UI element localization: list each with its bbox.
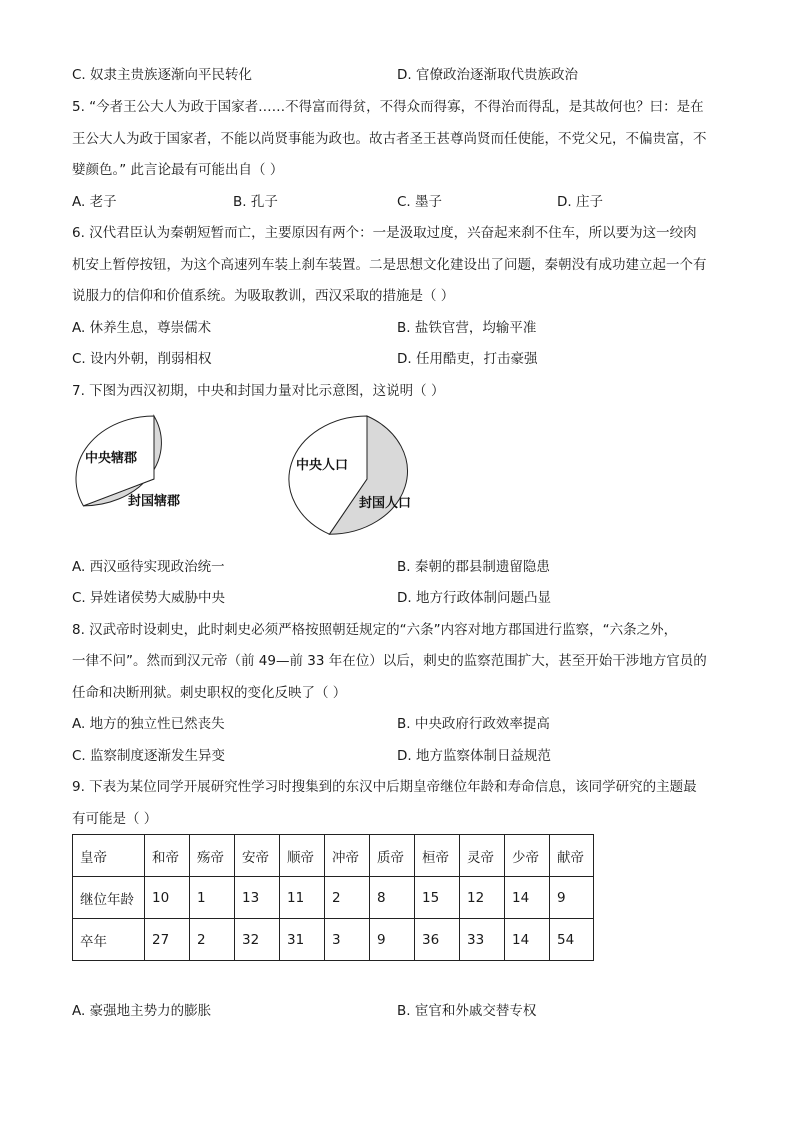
q5-option-b: B. 孔子 — [233, 194, 278, 210]
table-cell: 桓帝 — [415, 835, 460, 877]
row-header-emperor: 皇帝 — [73, 835, 145, 877]
q6-stem-line2: 机安上暂停按钮，为这个高速列车装上刹车装置。二是思想文化建设出了问题，秦朝没有成功建立起一个有 — [72, 257, 707, 273]
pie-chart-population — [287, 414, 447, 544]
table-cell: 3 — [325, 919, 370, 961]
table-cell: 9 — [370, 919, 415, 961]
q7-option-a: A. 西汉亟待实现政治统一 — [72, 559, 225, 575]
q7-option-d: D. 地方行政体制问题凸显 — [397, 590, 551, 606]
q9-stem-line2: 有可能是（ ） — [72, 811, 158, 827]
table-cell: 和帝 — [145, 835, 190, 877]
table-cell: 9 — [550, 877, 594, 919]
q9-option-a: A. 豪强地主势力的膨胀 — [72, 1003, 212, 1019]
table-cell: 32 — [235, 919, 280, 961]
table-cell: 2 — [190, 919, 235, 961]
table-cell: 8 — [370, 877, 415, 919]
row-header-death-age: 卒年 — [73, 919, 145, 961]
pie-label-central-population: 中央人口 — [296, 458, 349, 473]
table-cell: 灵帝 — [460, 835, 505, 877]
q6-option-c: C. 设内外朝，削弱相权 — [72, 351, 212, 367]
table-cell: 少帝 — [505, 835, 550, 877]
q8-option-b: B. 中央政府行政效率提高 — [397, 716, 550, 732]
q4-option-d: D. 官僚政治逐渐取代贵族政治 — [397, 67, 578, 83]
q9-stem-line1: 9. 下表为某位同学开展研究性学习时搜集到的东汉中后期皇帝继位年龄和寿命信息，该同学研究的主题最 — [72, 779, 697, 795]
q8-option-a: A. 地方的独立性已然丧失 — [72, 716, 225, 732]
table-cell: 安帝 — [235, 835, 280, 877]
q8-stem-line2: 一律不问”。然而到汉元帝（前 49—前 33 年在位）以后，刺史的监察范围扩大，甚至开始干涉地方官员的 — [72, 653, 707, 669]
table-cell: 冲帝 — [325, 835, 370, 877]
q9-option-b: B. 宦官和外戚交替专权 — [397, 1003, 537, 1019]
q7-option-c: C. 异姓诸侯势大威胁中央 — [72, 590, 226, 606]
row-header-accession-age: 继位年龄 — [73, 877, 145, 919]
table-row-accession-age — [73, 877, 594, 919]
q6-option-a: A. 休养生息，尊崇儒术 — [72, 320, 212, 336]
q6-option-b: B. 盐铁官营，均输平准 — [397, 320, 537, 336]
q8-stem-line3: 任命和决断刑狱。刺史职权的变化反映了（ ） — [72, 685, 347, 701]
q5-stem-line3: 嬖颜色。” 此言论最有可能出自（ ） — [72, 162, 284, 178]
table-cell: 27 — [145, 919, 190, 961]
q8-stem-line1: 8. 汉武帝时设刺史，此时刺史必须严格按照朝廷规定的“六条”内容对地方郡国进行监察，“六条之外， — [72, 622, 678, 638]
q5-stem-line2: 王公大人为政于国家者，不能以尚贤事能为政也。故古者圣王甚尊尚贤而任使能，不党父兄，不偏贵富，不 — [72, 131, 707, 147]
table-cell: 献帝 — [550, 835, 594, 877]
q4-option-c: C. 奴隶主贵族逐渐向平民转化 — [72, 67, 253, 83]
q8-option-c: C. 监察制度逐渐发生异变 — [72, 748, 226, 764]
table-cell: 12 — [460, 877, 505, 919]
table-cell: 1 — [190, 877, 235, 919]
pie-chart-commanderies — [74, 414, 234, 544]
q6-stem-line1: 6. 汉代君臣认为秦朝短暂而亡，主要原因有两个：一是汲取过度，兴奋起来刹不住车，所以要为这一绞肉 — [72, 225, 697, 241]
q6-option-d: D. 任用酷吏，打击豪强 — [397, 351, 538, 367]
table-cell: 36 — [415, 919, 460, 961]
table-cell: 2 — [325, 877, 370, 919]
q7-option-b: B. 秦朝的郡县制遗留隐患 — [397, 559, 550, 575]
table-cell: 13 — [235, 877, 280, 919]
table-cell: 顺帝 — [280, 835, 325, 877]
table-cell: 11 — [280, 877, 325, 919]
emperor-age-table — [72, 834, 594, 961]
q5-option-d: D. 庄子 — [557, 194, 603, 210]
q5-option-c: C. 墨子 — [397, 194, 443, 210]
q8-option-d: D. 地方监察体制日益规范 — [397, 748, 551, 764]
table-cell: 31 — [280, 919, 325, 961]
table-cell: 殇帝 — [190, 835, 235, 877]
table-row-emperors — [73, 835, 594, 877]
table-cell: 14 — [505, 919, 550, 961]
pie-label-fief-commanderies: 封国辖郡 — [128, 494, 181, 509]
q7-stem: 7. 下图为西汉初期，中央和封国力量对比示意图，这说明（ ） — [72, 383, 445, 399]
table-cell: 14 — [505, 877, 550, 919]
table-row-death-age — [73, 919, 594, 961]
q5-option-a: A. 老子 — [72, 194, 117, 210]
table-cell: 质帝 — [370, 835, 415, 877]
q5-stem-line1: 5. “今者王公大人为政于国家者……不得富而得贫，不得众而得寡，不得治而得乱，是其故何也？曰：是在 — [72, 99, 704, 115]
table-cell: 10 — [145, 877, 190, 919]
q6-stem-line3: 说服力的信仰和价值系统。为吸取教训，西汉采取的措施是（ ） — [72, 288, 455, 304]
pie-label-fief-population: 封国人口 — [359, 496, 412, 511]
table-cell: 54 — [550, 919, 594, 961]
table-cell: 15 — [415, 877, 460, 919]
pie-label-central-commanderies: 中央辖郡 — [85, 451, 138, 466]
table-cell: 33 — [460, 919, 505, 961]
